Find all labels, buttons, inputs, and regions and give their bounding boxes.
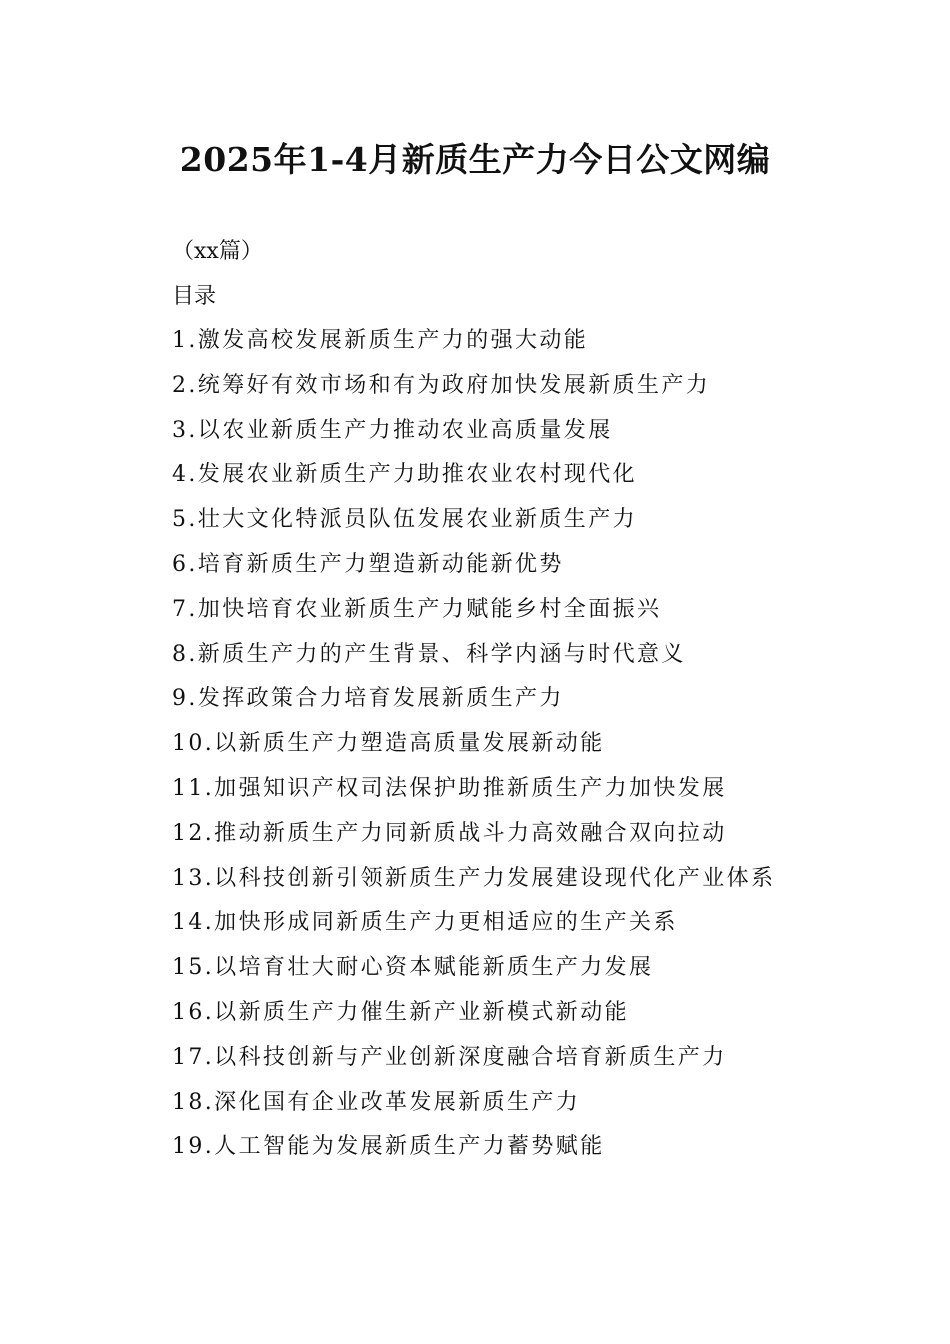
toc-item: 2.统筹好有效市场和有为政府加快发展新质生产力 — [172, 372, 711, 398]
toc-item: 11.加强知识产权司法保护助推新质生产力加快发展 — [172, 775, 727, 801]
document-title: 2025年1-4月新质生产力今日公文网编 — [179, 140, 771, 179]
toc-item: 5.壮大文化特派员队伍发展农业新质生产力 — [172, 507, 637, 533]
toc-item: 3.以农业新质生产力推动农业高质量发展 — [172, 417, 613, 443]
toc-item: 8.新质生产力的产生背景、科学内涵与时代意义 — [172, 641, 686, 667]
toc-item: 18.深化国有企业改革发展新质生产力 — [172, 1089, 581, 1115]
toc-item: 14.加快形成同新质生产力更相适应的生产关系 — [172, 910, 678, 936]
toc-item: 15.以培育壮大耐心资本赋能新质生产力发展 — [172, 955, 654, 981]
toc-item: 13.以科技创新引领新质生产力发展建设现代化产业体系 — [172, 865, 776, 891]
toc-item: 12.推动新质生产力同新质战斗力高效融合双向拉动 — [172, 820, 727, 846]
table-of-contents — [172, 325, 775, 1176]
toc-item: 17.以科技创新与产业创新深度融合培育新质生产力 — [172, 1044, 727, 1070]
toc-item: 1.激发高校发展新质生产力的强大动能 — [172, 328, 589, 353]
toc-item: 4.发展农业新质生产力助推农业农村现代化 — [172, 462, 637, 488]
article-count: （xx篇） — [172, 239, 263, 264]
toc-item: 16.以新质生产力催生新产业新模式新动能 — [172, 999, 629, 1025]
toc-item: 10.以新质生产力塑造高质量发展新动能 — [172, 731, 605, 757]
toc-item: 9.发挥政策合力培育发展新质生产力 — [172, 686, 564, 712]
toc-item: 19.人工智能为发展新质生产力蓄势赋能 — [172, 1134, 605, 1160]
toc-item: 7.加快培育农业新质生产力赋能乡村全面振兴 — [172, 596, 662, 622]
toc-heading: 目录 — [172, 284, 217, 309]
toc-item: 6.培育新质生产力塑造新动能新优势 — [172, 551, 564, 577]
